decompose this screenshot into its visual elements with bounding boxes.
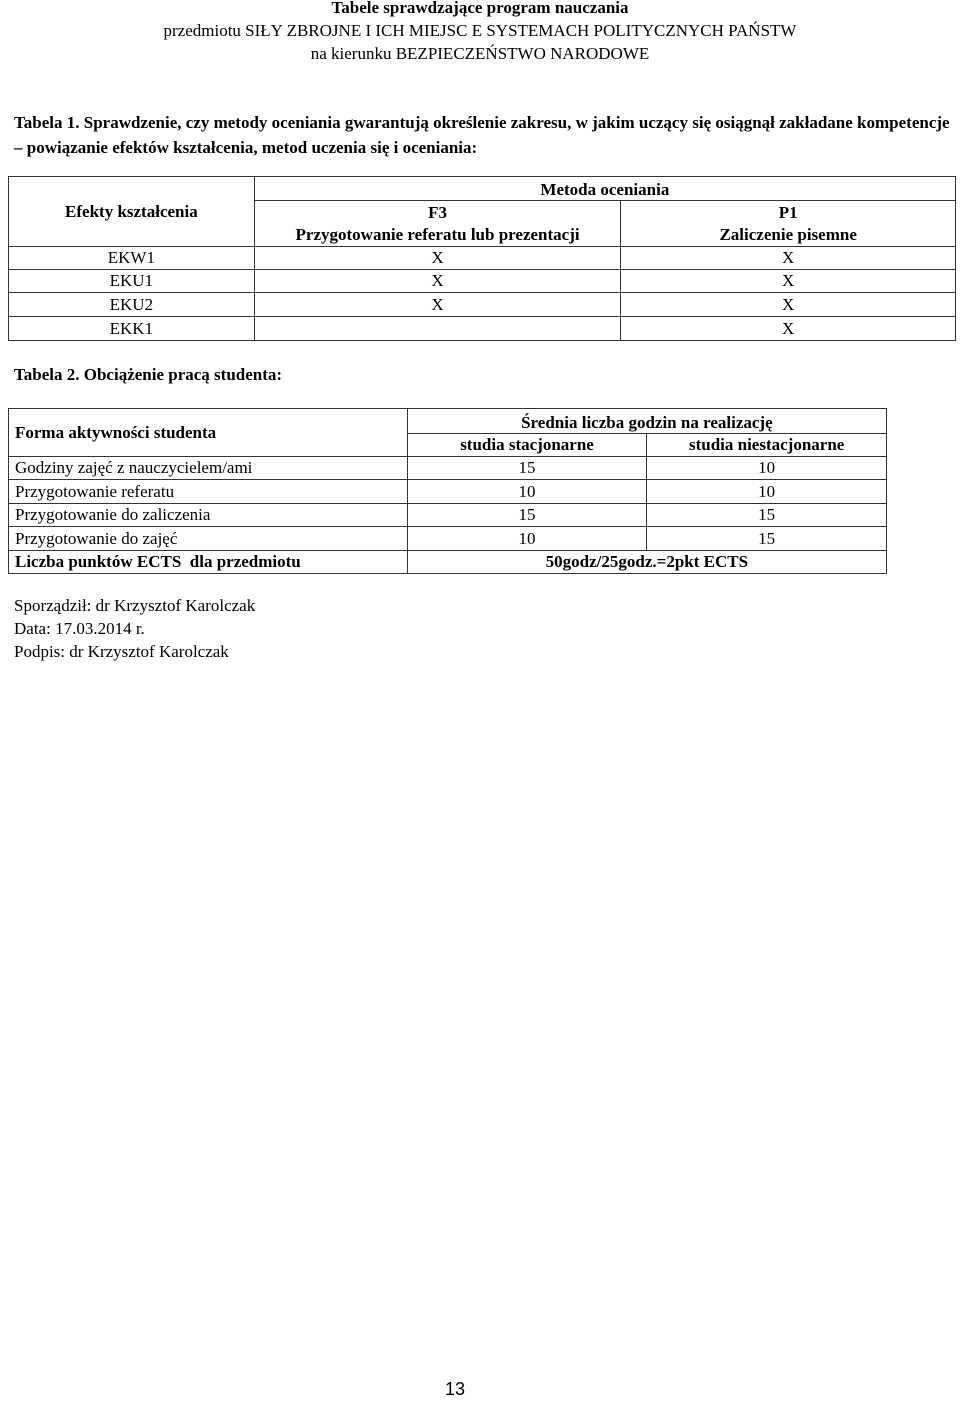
header-method: Metoda oceniania (254, 177, 955, 201)
p1-mark: X (621, 247, 956, 270)
method-p1-name: Zaliczenie pisemne (719, 224, 857, 244)
header-effects: Efekty kształcenia (9, 177, 255, 247)
part-time-hours: 15 (647, 527, 887, 551)
p1-mark: X (621, 317, 956, 341)
full-time-hours: 15 (407, 504, 647, 527)
table-row (9, 527, 887, 551)
p1-mark: X (621, 270, 956, 293)
effect-cell: EKW1 (9, 247, 255, 270)
table-row (9, 317, 956, 341)
full-time-hours: 10 (407, 480, 647, 504)
header-activity: Forma aktywności studenta (9, 409, 408, 457)
program-line: na kierunku BEZPIECZEŃSTWO NARODOWE (310, 44, 650, 63)
page-number: 13 (444, 1379, 466, 1399)
table-row (9, 270, 956, 293)
table-row-total (9, 551, 887, 574)
part-time-hours: 15 (647, 504, 887, 527)
footer (14, 594, 255, 663)
f3-mark (254, 317, 621, 341)
activity-cell: Przygotowanie do zaliczenia (9, 504, 408, 527)
f3-mark: X (254, 293, 621, 317)
table-row (9, 457, 887, 480)
activity-cell: Godziny zajęć z nauczycielem/ami (9, 457, 408, 480)
activity-cell: Przygotowanie do zajęć (9, 527, 408, 551)
ects-value: 50godz/25godz.=2pkt ECTS (407, 551, 886, 574)
method-f3-header (254, 201, 621, 247)
header-average-hours: Średnia liczba godzin na realizację (407, 409, 886, 434)
part-time-hours: 10 (647, 457, 887, 480)
table-row (9, 480, 887, 504)
f3-mark: X (254, 270, 621, 293)
table2-caption: Tabela 2. Obciążenie pracą studenta: (14, 365, 283, 384)
ects-label: Liczba punktów ECTS dla przedmiotu (9, 551, 408, 574)
full-time-hours: 10 (407, 527, 647, 551)
effect-cell: EKU1 (9, 270, 255, 293)
assessment-methods-table (8, 176, 956, 341)
effect-cell: EKK1 (9, 317, 255, 341)
part-time-hours: 10 (647, 480, 887, 504)
table-row (9, 293, 956, 317)
method-f3-code: F3 (428, 202, 447, 222)
method-p1-code: P1 (778, 202, 798, 222)
prepared-by: Sporządził: dr Krzysztof Karolczak (14, 596, 256, 615)
method-f3-name: Przygotowanie referatu lub prezentacji (295, 224, 580, 244)
subject-line: przedmiotu SIŁY ZBROJNE I ICH MIEJSC E SYSTEMACH POLITYCZNYCH PAŃSTW (163, 21, 797, 40)
effect-cell: EKU2 (9, 293, 255, 317)
f3-mark: X (254, 247, 621, 270)
table-row (9, 247, 956, 270)
activity-cell: Przygotowanie referatu (9, 480, 408, 504)
full-time-hours: 15 (407, 457, 647, 480)
document-title: Tabele sprawdzające program nauczania (331, 0, 629, 17)
document-header (0, 0, 960, 65)
signature-line: Podpis: dr Krzysztof Karolczak (14, 642, 229, 661)
method-p1-header (621, 201, 956, 247)
date-line: Data: 17.03.2014 r. (14, 619, 145, 638)
header-full-time: studia stacjonarne (407, 434, 647, 457)
workload-table (8, 408, 887, 574)
header-part-time: studia niestacjonarne (647, 434, 887, 457)
table-row (9, 504, 887, 527)
p1-mark: X (621, 293, 956, 317)
table1-caption: Tabela 1. Sprawdzenie, czy metody oceniania gwarantują określenie zakresu, w jakim uczący się osiągnął zakładane kompetencje – powiązanie efektów kształcenia, metod uczenia się i oceniania: (14, 113, 950, 157)
